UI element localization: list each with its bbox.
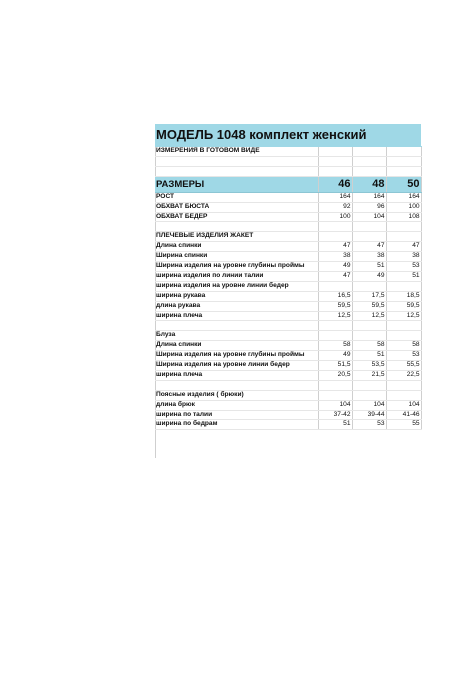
row-value: 59,5 <box>318 301 352 311</box>
row-label: ОБХВАТ БЕДЕР <box>155 212 318 222</box>
row-value: 55 <box>386 420 421 430</box>
row-value: 53 <box>352 420 386 430</box>
row-value: 100 <box>386 202 421 212</box>
subtitle-row <box>155 147 421 157</box>
trousers-row <box>155 400 421 410</box>
empty-row <box>155 156 421 166</box>
row-value: 51,5 <box>318 361 352 371</box>
row-label: Длина спинки <box>155 242 318 252</box>
row-value: 104 <box>318 400 352 410</box>
row-label: Ширина изделия на уровне линии бедер <box>155 361 318 371</box>
sizes-row <box>155 176 421 192</box>
size-header: 46 <box>318 176 352 192</box>
row-value: 12,5 <box>352 311 386 321</box>
blouse-row <box>155 370 421 380</box>
row-value: 104 <box>352 400 386 410</box>
jacket-row <box>155 291 421 301</box>
row-label: длина рукава <box>155 301 318 311</box>
row-value: 53 <box>386 262 421 272</box>
section-heading-row <box>155 232 421 242</box>
empty-row <box>155 321 421 331</box>
body-measure-row <box>155 192 421 202</box>
jacket-row <box>155 262 421 272</box>
row-value: 58 <box>386 341 421 351</box>
sizes-label: РАЗМЕРЫ <box>155 176 318 192</box>
title-row <box>155 124 421 147</box>
row-value: 51 <box>352 262 386 272</box>
blouse-row <box>155 361 421 371</box>
jacket-row <box>155 252 421 262</box>
blouse-row <box>155 351 421 361</box>
row-value: 108 <box>386 212 421 222</box>
row-value: 51 <box>386 271 421 281</box>
jacket-row <box>155 301 421 311</box>
row-label: ОБХВАТ БЮСТА <box>155 202 318 212</box>
row-value: 51 <box>318 420 352 430</box>
blouse-row <box>155 341 421 351</box>
row-value: 37-42 <box>318 410 352 420</box>
row-label: ширина изделия на уровне линии бедер <box>155 281 318 291</box>
trousers-row <box>155 410 421 420</box>
empty-row <box>155 222 421 232</box>
row-value: 20,5 <box>318 370 352 380</box>
row-value: 53,5 <box>352 361 386 371</box>
section-heading-row <box>155 390 421 400</box>
empty-row <box>155 380 421 390</box>
subtitle: ИЗМЕРЕНИЯ В ГОТОВОМ ВИДЕ <box>155 147 318 157</box>
size-header: 48 <box>352 176 386 192</box>
section-heading-row <box>155 331 421 341</box>
page-title: МОДЕЛЬ 1048 комплект женский <box>155 124 421 147</box>
trousers-row <box>155 420 421 430</box>
row-value <box>318 281 352 291</box>
jacket-row <box>155 311 421 321</box>
row-value: 100 <box>318 212 352 222</box>
body-measure-row <box>155 212 421 222</box>
row-value: 104 <box>352 212 386 222</box>
row-value: 47 <box>386 242 421 252</box>
row-value: 18,5 <box>386 291 421 301</box>
row-value: 49 <box>318 262 352 272</box>
row-value: 164 <box>386 192 421 202</box>
row-label: ширина по талии <box>155 410 318 420</box>
row-value: 51 <box>352 351 386 361</box>
row-label: Длина спинки <box>155 341 318 351</box>
jacket-row <box>155 271 421 281</box>
row-value: 39-44 <box>352 410 386 420</box>
row-value: 47 <box>318 271 352 281</box>
empty-row <box>155 166 421 176</box>
row-value: 47 <box>318 242 352 252</box>
row-label: ширина изделия по линии талии <box>155 271 318 281</box>
section-heading: Поясные изделия ( брюки) <box>155 390 318 400</box>
jacket-row <box>155 242 421 252</box>
section-heading: Блуза <box>155 331 318 341</box>
row-value: 22,5 <box>386 370 421 380</box>
row-value: 16,5 <box>318 291 352 301</box>
row-value: 96 <box>352 202 386 212</box>
row-value: 55,5 <box>386 361 421 371</box>
row-value: 21,5 <box>352 370 386 380</box>
body-measure-row <box>155 202 421 212</box>
row-label: ширина плеча <box>155 370 318 380</box>
row-value: 12,5 <box>386 311 421 321</box>
row-label: РОСТ <box>155 192 318 202</box>
row-value: 164 <box>352 192 386 202</box>
row-value: 58 <box>352 341 386 351</box>
row-label: длина брюк <box>155 400 318 410</box>
row-value: 49 <box>352 271 386 281</box>
row-value: 38 <box>352 252 386 262</box>
row-value: 164 <box>318 192 352 202</box>
size-header: 50 <box>386 176 421 192</box>
row-label: ширина плеча <box>155 311 318 321</box>
row-value: 38 <box>386 252 421 262</box>
row-label: ширина рукава <box>155 291 318 301</box>
row-value: 49 <box>318 351 352 361</box>
row-label: Ширина изделия на уровне глубины проймы <box>155 351 318 361</box>
row-value: 17,5 <box>352 291 386 301</box>
row-label: Ширина изделия на уровне глубины проймы <box>155 262 318 272</box>
row-value: 12,5 <box>318 311 352 321</box>
row-value: 41-46 <box>386 410 421 420</box>
row-value: 59,5 <box>352 301 386 311</box>
row-label: Ширина спинки <box>155 252 318 262</box>
section-heading: ПЛЕЧЕВЫЕ ИЗДЕЛИЯ ЖАКЕТ <box>155 232 318 242</box>
jacket-row <box>155 281 421 291</box>
measurement-sheet <box>155 124 421 430</box>
row-value: 104 <box>386 400 421 410</box>
row-value: 53 <box>386 351 421 361</box>
size-table <box>155 124 422 430</box>
row-label: ширина по бедрам <box>155 420 318 430</box>
row-value: 59,5 <box>386 301 421 311</box>
row-value: 58 <box>318 341 352 351</box>
row-value: 47 <box>352 242 386 252</box>
row-value: 92 <box>318 202 352 212</box>
row-value <box>352 281 386 291</box>
row-value <box>386 281 421 291</box>
row-value: 38 <box>318 252 352 262</box>
